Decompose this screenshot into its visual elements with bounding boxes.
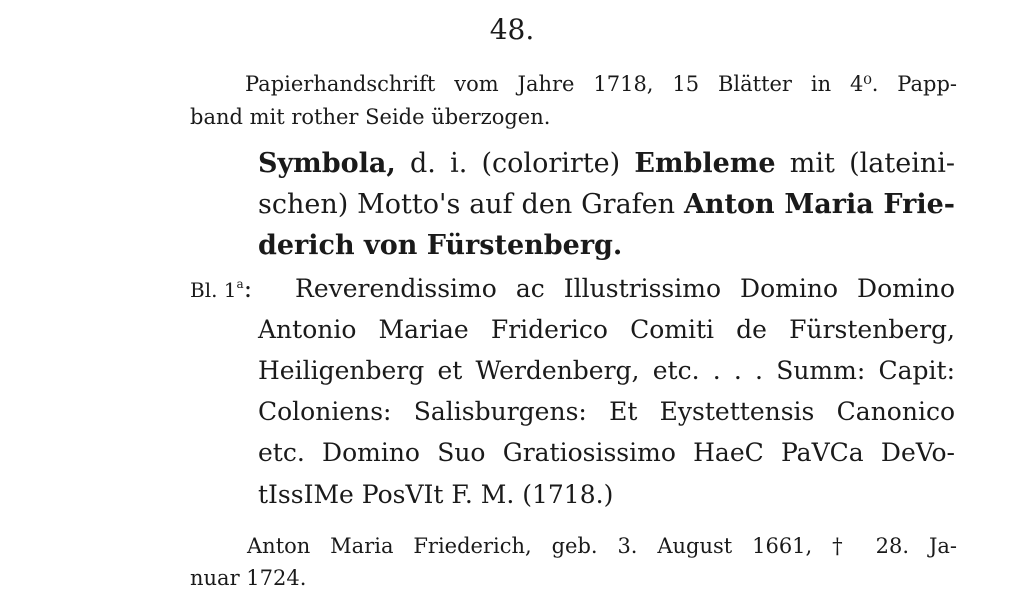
description-line-1: Papierhandschrift vom Jahre 1718, 15 Blätter in 4⁰. Papp- xyxy=(245,72,957,96)
description-line-2: band mit rother Seide überzogen. xyxy=(190,105,551,129)
body-line-3: Heiligenberg et Werdenberg, etc. . . . Summ: Capit: xyxy=(258,356,955,385)
page-number: 48. xyxy=(489,13,535,46)
body-line-5: etc. Domino Suo Gratiosissimo HaeC PaVCa DeVo- xyxy=(258,438,955,467)
body-line-6: tIssIMe PosVIt F. M. (1718.) xyxy=(258,480,614,509)
title-line-1 xyxy=(258,144,955,184)
body-line-1: Reverendissimo ac Illustrissimo Domino Domino xyxy=(295,274,955,303)
title-text-2: mit (lateini- xyxy=(789,148,955,179)
title-line-3 xyxy=(258,226,622,266)
title-line-2 xyxy=(258,185,955,225)
folio-label: Bl. 1 xyxy=(190,278,237,302)
title-embleme: Embleme xyxy=(634,148,776,179)
title-name-part-2: derich von Fürstenberg. xyxy=(258,230,623,261)
note-line-1: Anton Maria Friederich, geb. 3. August 1661, † 28. Ja- xyxy=(247,534,957,558)
title-name-part-1: Anton Maria Frie- xyxy=(683,189,955,220)
body-line-4: Coloniens: Salisburgens: Et Eystettensis Canonico xyxy=(258,397,955,426)
body-line-2: Antonio Mariae Friderico Comiti de Fürstenberg, xyxy=(258,315,955,344)
folio-superscript: a xyxy=(236,277,244,291)
title-text-1: d. i. (colorirte) xyxy=(410,148,621,179)
note-line-2: nuar 1724. xyxy=(190,566,307,590)
folio-colon: : xyxy=(243,274,253,303)
title-symbola: Symbola, xyxy=(258,148,396,179)
folio-reference xyxy=(190,268,252,311)
title-text-3: schen) Motto's auf den Grafen xyxy=(258,189,676,220)
